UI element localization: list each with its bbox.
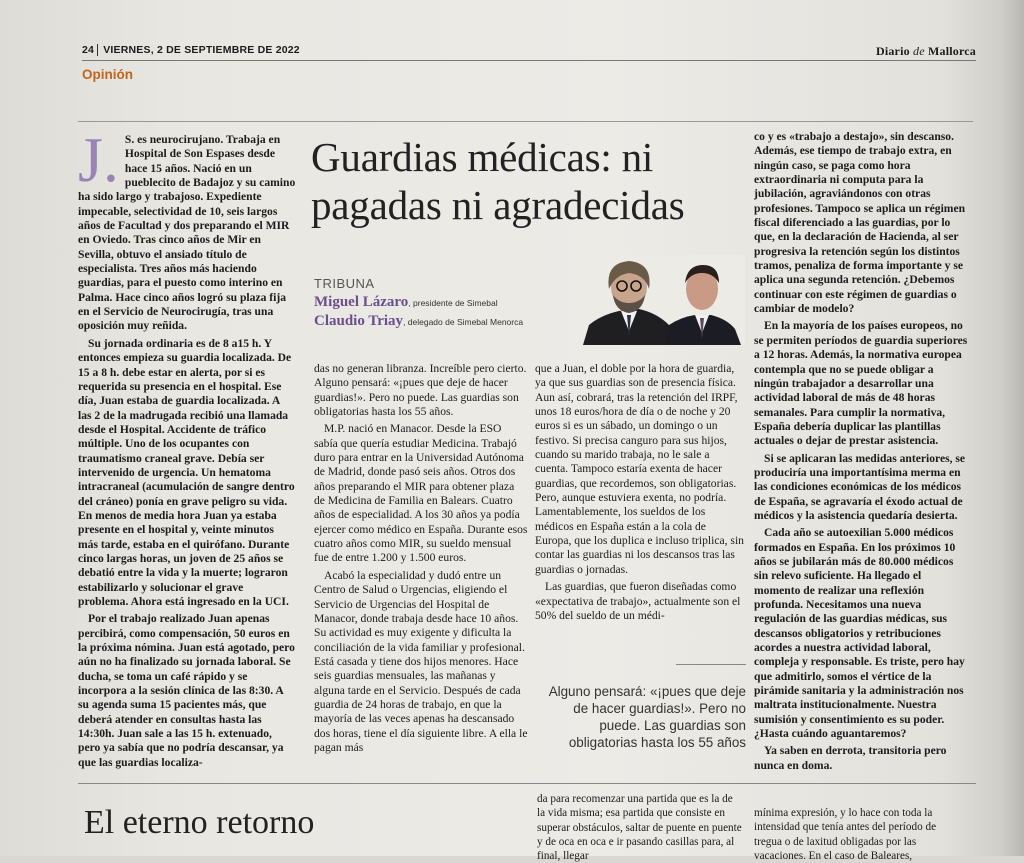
- brand-de: de: [913, 44, 925, 58]
- headline-line-2: pagadas ni agradecidas: [311, 182, 685, 228]
- paragraph: M.P. nació en Manacor. Desde la ESO sabía que quería estudiar Medicina. Trabajó duro para entrar en la Universidad Autónoma de Madrid, donde pasó seis años. Otros dos años preparando el MIR para obtener plaza de Medicina de Familia en Balears. Cuatro años de especialidad. A los 30 años ya podía ejercer como médico en España. Durante esos cuatro años como MIR, su sueldo mensual fue de entre 1.200 y 1.500 euros.: [314, 422, 528, 565]
- next-article-rule: [78, 783, 976, 784]
- paragraph: Las guardias, que fueron diseñadas como «expectativa de trabajo», actualmente son el 50% del sueldo de un médi-: [535, 580, 741, 622]
- paragraph: S. es neurocirujano. Trabaja en Hospital de Son Espases desde hace 15 años. Nació en un pueblecito de Badajoz y su camino ha sido largo y trabajoso. Expediente impecable, selectividad de 10, seis largos años de Facultad y dos preparando el MIR en Oviedo. Tras cinco años de Mir en Sevilla, obtuvo el ansiado título de especialista. Tres años más haciendo guardias, para el puesto como interino en Palma. Hace cinco años logró su plaza fija en el Servicio de Neurocirugía, tras una oposición muy reñida.: [78, 133, 296, 333]
- article-headline: [311, 133, 751, 229]
- paragraph: Su jornada ordinaria es de 8 a15 h. Y entonces empieza su guardia localizada. De 15 a 8 h. debe estar en alerta, por si es requerida su presencia en el hospital. Ese día, Juan estaba de guardia localizada. A las 2 de la madrugada recibió una llamada desde el Hospital. Accidente de tráfico múltiple. Uno de los ocupantes con traumatismo craneal grave. Debía ser intervenido de urgencia. Un hematoma intracraneal (acumulación de sangre dentro del cráneo) ponía en grave peligro su vida. En menos de media hora Juan ya estaba presente en el hospital y, veinte minutos más tarde, estaba en el quirófano. Durante cinco largas horas, un joven de 25 años se debatió entre la vida y la muerte; lograron estabilizarlo y solucionar el grave problema. Ahora está ingresado en la UCI.: [78, 336, 295, 608]
- paragraph: Si se aplicaran las medidas anteriores, se produciría una importantísima merma en las condiciones económicas de los médicos de España, se agravaría el éxodo actual de médicos y la asistencia quedaría desierta.: [754, 451, 966, 522]
- author-byline: [314, 313, 523, 330]
- newspaper-brand: [876, 44, 976, 59]
- article-column-3: [535, 362, 745, 626]
- section-rule: [78, 121, 973, 122]
- author-name: Claudio Triay: [314, 313, 404, 329]
- drop-cap: J.: [78, 124, 119, 195]
- author-byline: [314, 294, 498, 311]
- page-date: VIERNES, 2 DE SEPTIEMBRE DE 2022: [103, 44, 300, 56]
- headline-line-1: Guardias médicas: ni: [311, 134, 654, 180]
- author-role: , delegado de Simebal Menorca: [403, 317, 524, 327]
- paragraph: Acabó la especialidad y dudó entre un Centro de Salud o Urgencias, eligiendo el Servicio de Urgencias del Hospital de Manacor, donde trabaja desde hace 10 años. Su actividad es muy exigente y dificulta la conciliación de la vida familiar y profesional. Está casada y tiene dos hijos menores. Hace seis guardias mensuales, las mañanas y alguna tarde en el Servicio. Después de cada guardia de 24 horas de trabajo, en que la mayoría de las veces apenas ha descansado dos horas, tiene el día siguiente libre. A ella le pagan más: [314, 568, 528, 754]
- page-header: [82, 44, 976, 60]
- article-column-1: [78, 124, 296, 773]
- pull-quote-rule: [676, 664, 746, 665]
- page-fold-shadow: [1002, 0, 1024, 856]
- paragraph: Ya saben en derrota, transitoria pero nunca en doma.: [754, 744, 947, 772]
- paragraph: das no generan libranza. Increíble pero cierto. Alguno pensará: «¡pues que deje de hacer guardias!». Pero no puede. Las guardias son obligatorias hasta los 55 años.: [314, 362, 527, 419]
- next-article-column-2: da para recomenzar una partida que es la de la vida misma; esa partida que consiste en superar obstáculos, saltar de puente en puente y de oca en oca e ir pasando casillas para, al final, llegar: [537, 793, 742, 863]
- header-rule: [82, 60, 976, 61]
- next-article-column-3: mínima expresión, y lo hace con toda la intensidad que tenía antes del período de tregua o de laxitud obligadas por las vacaciones. En el caso de Baleares,: [754, 807, 937, 862]
- kicker: TRIBUNA: [314, 276, 375, 291]
- paragraph: co y es «trabajo a destajo», sin descanso. Además, ese tiempo de trabajo extra, en ningún caso, se paga como hora extraordinaria ni computa para la jubilación, agraviándonos con otras profesiones. Tampoco se aplica un régimen fiscal diferenciado a las guardias, por lo que, en la declaración de Hacienda, al ser progresiva la retención según los distintos tramos, penaliza de forma importante y se aplica una segunda retención. ¿Debemos continuar con este régimen de guardias o cambiar de modelo?: [754, 130, 966, 316]
- brand-prefix: Diario: [875, 44, 910, 58]
- paragraph: En la mayoría de los países europeos, no se permiten períodos de guardia superiores a 12 horas. Además, la normativa europea contempla que no se puede obligar a ningún trabajador a desarrollar una actividad laboral de más de 48 horas semanales. Para cumplir la normativa, España debería duplicar las plantillas actuales o dejar de prestar asistencia.: [754, 319, 968, 448]
- author-name: Miguel Lázaro: [314, 294, 409, 310]
- page-number: 24: [82, 44, 98, 56]
- authors-photo: [583, 255, 745, 345]
- paragraph: Por el trabajo realizado Juan apenas percibirá, como compensación, 50 euros en la próxima nómina. Juan está agotado, pero aún no ha finalizado su jornada laboral. Se ducha, se toma un café rápido y se incorpora a la sesión clínica de las 8:30. A su agenda suma 15 pacientes más, que deberá atender en consultas hasta las 14:30h. Juan sale a las 15 h. extenuado, pero ya sabía que no podría descansar, ya que las guardias localiza-: [78, 612, 295, 769]
- page-info: [82, 44, 300, 56]
- section-label: Opinión: [82, 67, 133, 82]
- article-column-4: [754, 130, 968, 776]
- next-article-headline: El eterno retorno: [84, 804, 315, 841]
- authors-portrait-illustration: [583, 255, 745, 345]
- brand-suffix: Mallorca: [927, 44, 976, 58]
- author-role: , presidente de Simebal: [408, 298, 498, 308]
- paragraph: que a Juan, el doble por la hora de guardia, ya que sus guardias son de presencia física. Aun así, cobrará, tras la retención del IRPF, unos 18 euros/hora de día o de noche y 20 euros si es un sábado, un domingo o un festivo. Si precisa canguro para sus hijos, cuando su marido trabaja, no le sale a cuenta. Tampoco estaría exenta de hacer guardias, que recordemos, son obligatorias. Pero, aunque estuviera exenta, no podría. Lamentablemente, los sueldos de los médicos en España están a la cola de Europa, que los duplica e incluso triplica, sin contar las guardias ni los descansos tras las guardias o jornadas.: [535, 362, 744, 576]
- paragraph: Cada año se autoexilian 5.000 médicos formados en España. En los próximos 10 años se jubilarán más de 80.000 médicos sin relevo suficiente. Ha llegado el momento de realizar una reflexión profunda. Necesitamos una nueva regulación de las guardias médicas, sus descansos obligatorios y retribuciones acordes a nuestra actividad laboral, compleja y responsable. Es triste, pero hay que admitirlo, somos el vértice de la pirámide sanitaria y la administración nos maltrata institucionalmente. Nuestra sumisión y consentimiento es su poder. ¿Hasta cuándo aguantaremos?: [754, 526, 965, 741]
- article-column-2: [314, 362, 528, 758]
- pull-quote: Alguno pensará: «¡pues que deje de hacer guardias!». Pero no puede. Las guardias son obligatorias hasta los 55 años: [548, 684, 746, 750]
